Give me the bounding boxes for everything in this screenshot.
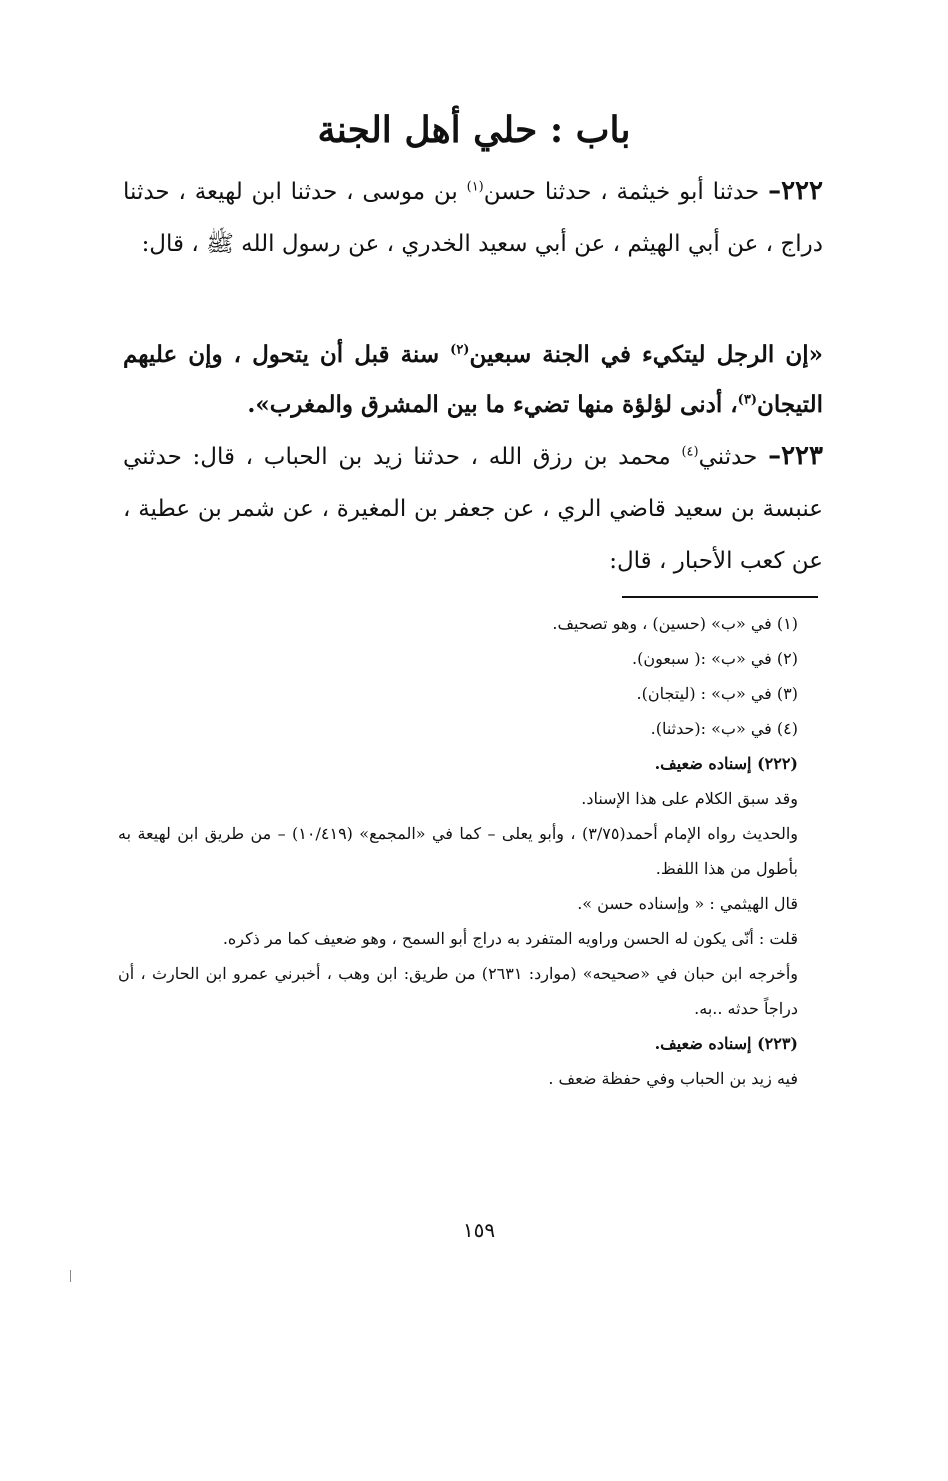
footnote-2: (٢) في «ب» :( سبعون).: [632, 649, 798, 668]
footnote-ref[interactable]: (٤): [681, 444, 699, 460]
footnote-4: (٤) في «ب» :(حدثنا).: [650, 719, 798, 738]
footnote-ref[interactable]: (٣): [737, 392, 757, 408]
prophetic-quote: [123, 330, 823, 430]
note-222-title: (٢٢٢) إسناده ضعيف.: [654, 754, 798, 773]
note-222-line: وأخرجه ابن حبان في «صحيحه» (موارد: ٢٦٣١) من طريق: ابن وهب ، أخبرني عمرو ابن الحارث ، أن دراجاً حدثه ..به.: [118, 964, 799, 1018]
hadith-222-text: [123, 165, 823, 270]
hadith-223-text: [123, 430, 823, 587]
page-number: ١٥٩: [462, 1218, 496, 1242]
footnote-divider: [622, 596, 818, 598]
footnote-ref[interactable]: (١): [466, 179, 484, 195]
footnotes-section: [118, 606, 798, 1096]
note-222-line: والحديث رواه الإمام أحمد(٣/٧٥) ، وأبو يعلى – كما في «المجمع» (١٠/٤١٩) – من طريق ابن لهيعة به بأطول من هذا اللفظ.: [118, 824, 799, 878]
hadith-number: ٢٢٢–: [768, 176, 823, 206]
note-222-line: قلت : أنّى يكون له الحسن وراويه المتفرد به دراج أبو السمح ، وهو ضعيف كما مر ذكره.: [222, 929, 798, 948]
quote-text: سنة قبل أن يتحول ، وإن عليهم التيجان: [123, 341, 823, 418]
footnote-1: (١) في «ب» (حسين) ، وهو تصحيف.: [552, 614, 798, 633]
note-223-title: (٢٢٣) إسناده ضعيف.: [654, 1034, 798, 1053]
note-222-line: قال الهيثمي : « وإسناده حسن ».: [577, 894, 798, 913]
hadith-text: بن موسى ، حدثنا ابن لهيعة ، حدثنا دراج ، عن أبي الهيثم ، عن أبي سعيد الخدري ، عن رسول الله ﷺ ، قال:: [123, 179, 823, 257]
quote-text: ، أدنى لؤلؤة منها تضيء ما بين المشرق والمغرب».: [247, 391, 738, 418]
hadith-text: محمد بن رزق الله ، حدثنا زيد بن الحباب ، قال: حدثني عنبسة بن سعيد قاضي الري ، عن جعفر بن المغيرة ، عن شمر بن عطية ، عن كعب الأحبار ، قال:: [123, 444, 823, 574]
note-222-line: وقد سبق الكلام على هذا الإسناد.: [581, 789, 798, 808]
quote-text: «إن الرجل ليتكيء في الجنة سبعين: [469, 341, 823, 368]
footnote-3: (٣) في «ب» : (ليتجان).: [636, 684, 798, 703]
hadith-text: حدثنا أبو خيثمة ، حدثنا حسن: [483, 179, 769, 205]
note-223-line: فيه زيد بن الحباب وفي حفظة ضعف .: [548, 1069, 798, 1088]
hadith-number: ٢٢٣–: [768, 441, 823, 471]
margin-mark: [70, 1270, 71, 1282]
footnote-ref[interactable]: (٢): [450, 342, 470, 358]
chapter-title: باب : حلي أهل الجنة: [317, 109, 631, 151]
hadith-text: حدثني: [698, 444, 769, 470]
